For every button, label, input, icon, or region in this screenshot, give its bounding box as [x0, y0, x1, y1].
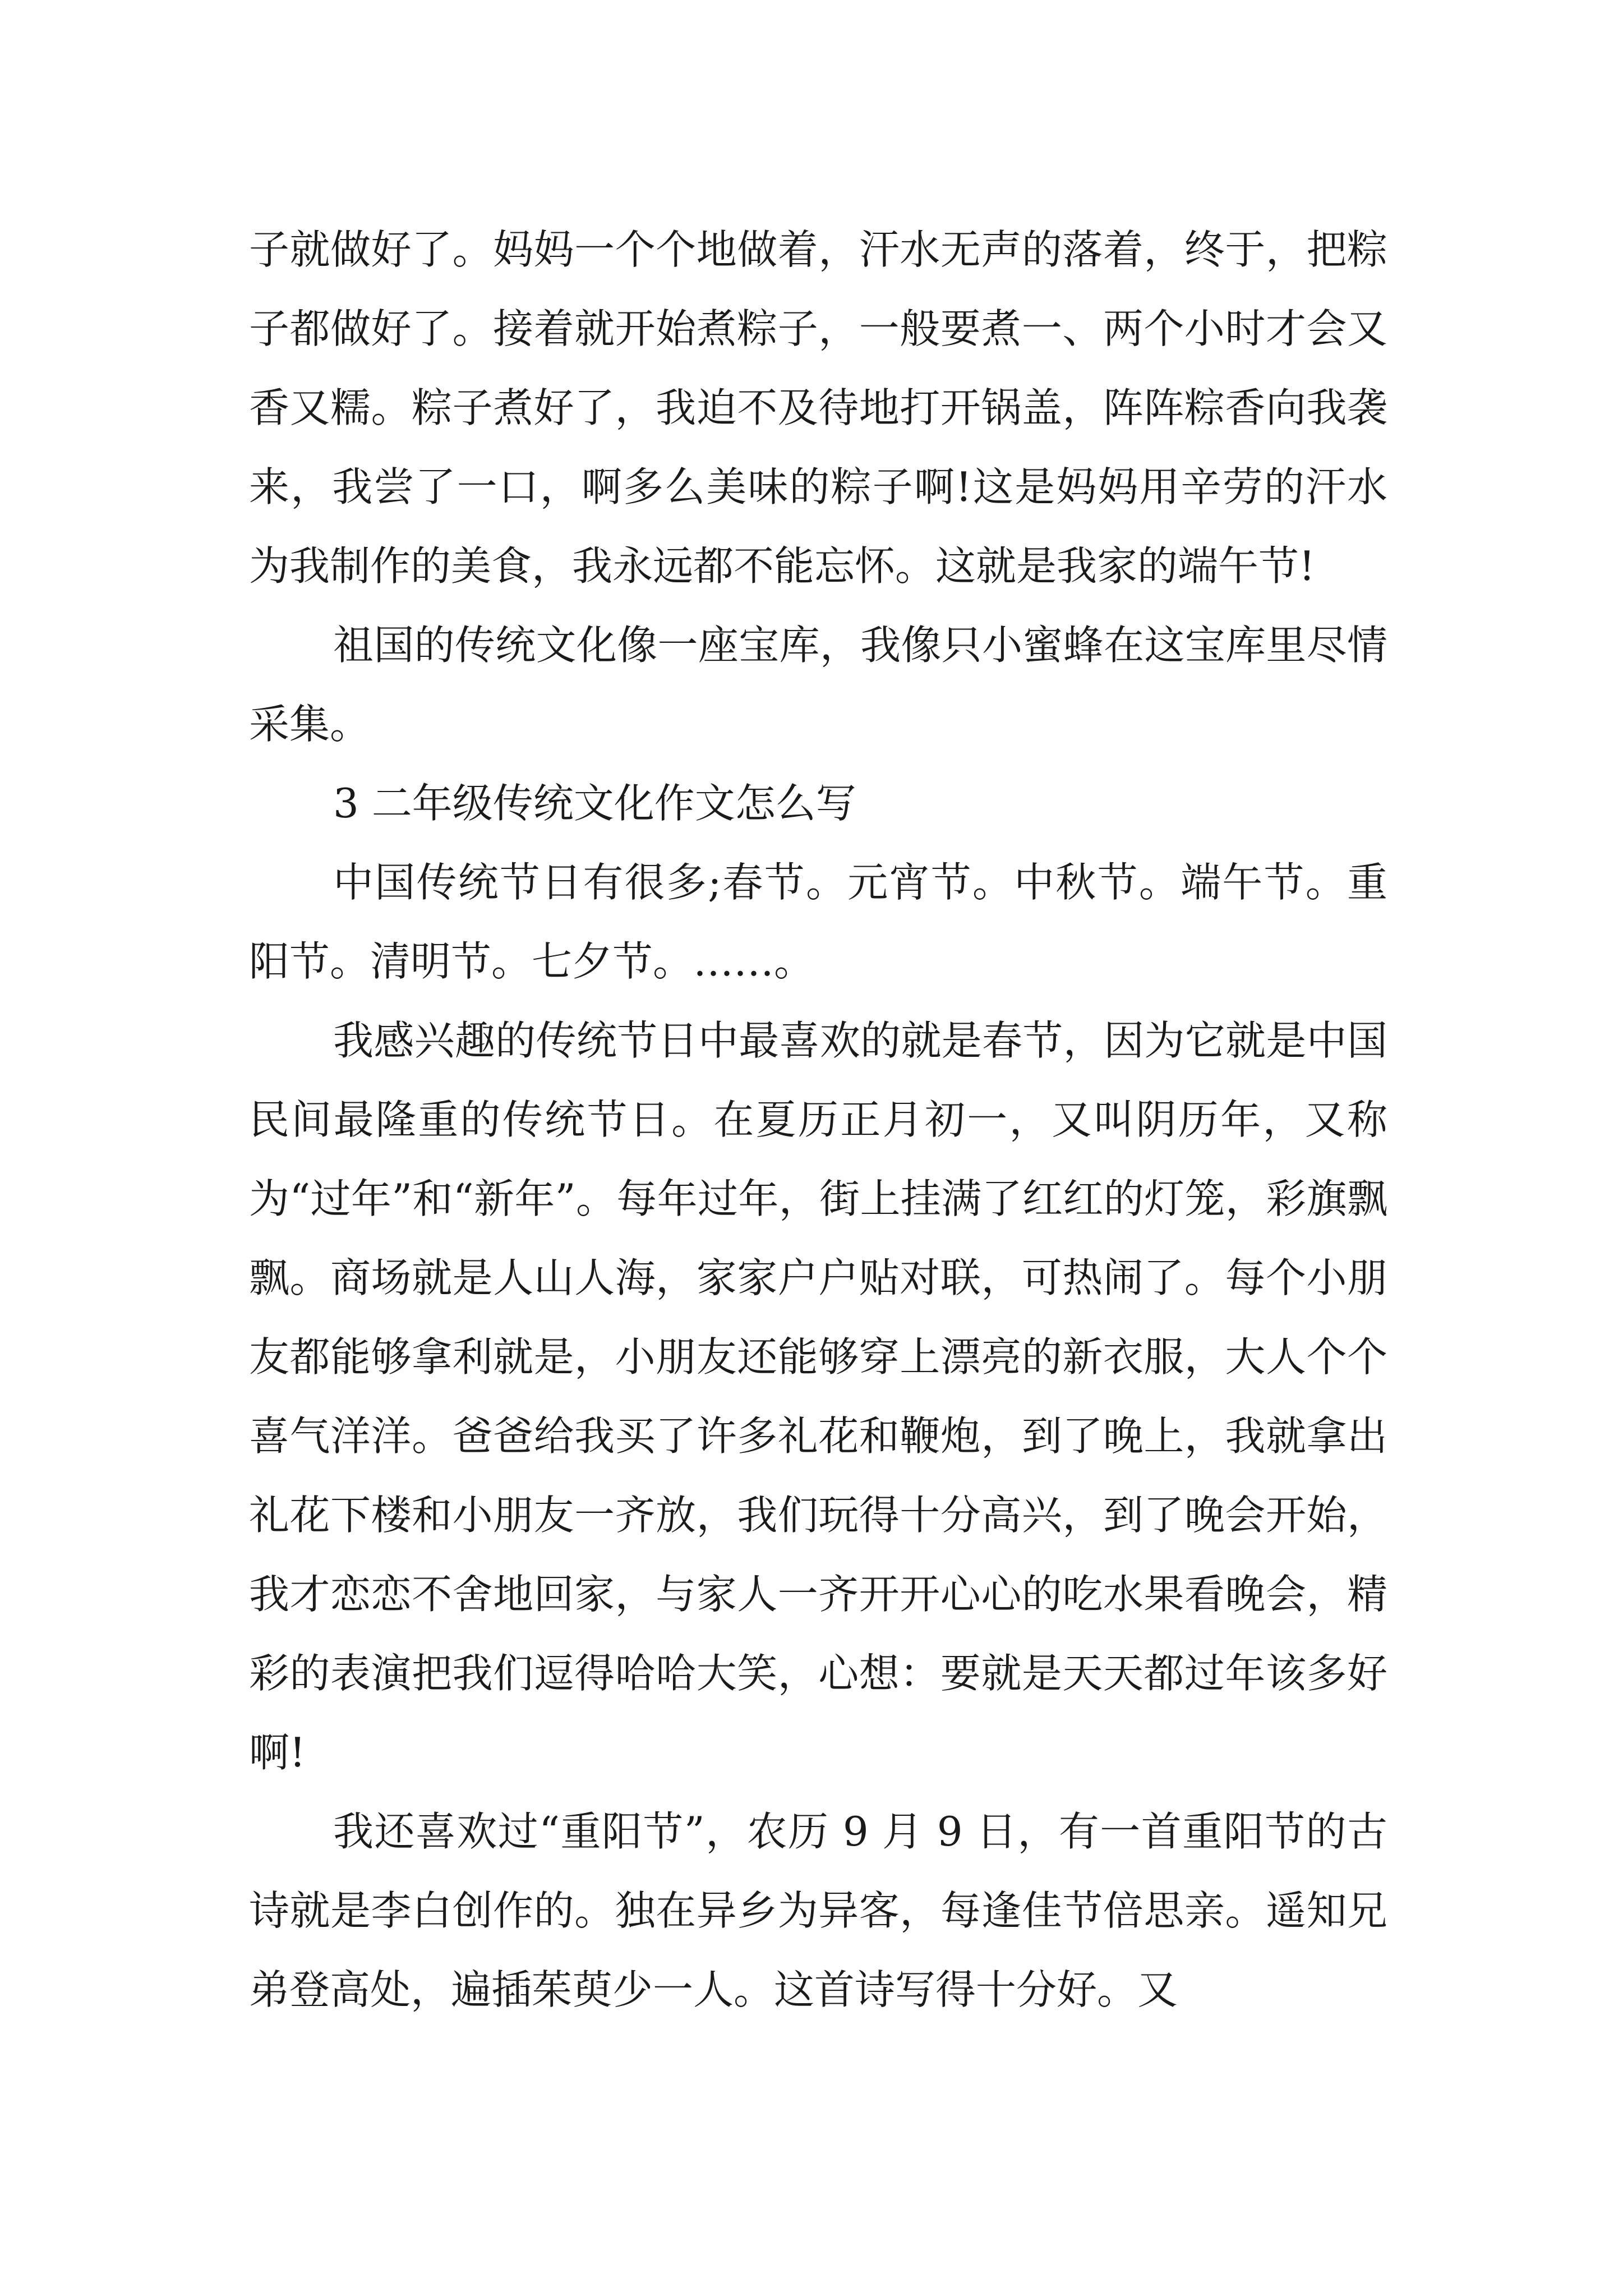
paragraph-festivals-list: 中国传统节日有很多;春节。元宵节。中秋节。端午节。重阳节。清明节。七夕节。……。: [249, 859, 1387, 985]
paragraph-chongyang: 我还喜欢过“重阳节”，农历 9 月 9 日，有一首重阳节的古诗就是李白创作的。独在异乡为异客，每逢佳节倍思亲。遥知兄弟登高处，遍插茱萸少一人。这首诗写得十分好。又: [249, 1808, 1387, 2013]
paragraph-continued: 子就做好了。妈妈一个个地做着，汗水无声的落着，终于，把粽子都做好了。接着就开始煮粽子，一般要煮一、两个小时才会又香又糯。粽子煮好了，我迫不及待地打开锅盖，阵阵粽香向我袭来，我尝了一口，啊多么美味的粽子啊!这是妈妈用辛劳的汗水为我制作的美食，我永远都不能忘怀。这就是我家的端午节!: [249, 226, 1387, 590]
document-body: [249, 210, 1387, 2030]
paragraph-treasure: 祖国的传统文化像一座宝库，我像只小蜜蜂在这宝库里尽情采集。: [249, 622, 1387, 748]
paragraph-spring-festival: 我感兴趣的传统节日中最喜欢的就是春节，因为它就是中国民间最隆重的传统节日。在夏历正月初一，又叫阴历年，又称为“过年”和“新年”。每年过年，街上挂满了红红的灯笼，彩旗飘飘。商场就是人山人海，家家户户贴对联，可热闹了。每个小朋友都能够拿利就是，小朋友还能够穿上漂亮的新衣服，大人个个喜气洋洋。爸爸给我买了许多礼花和鞭炮，到了晚上，我就拿出礼花下楼和小朋友一齐放，我们玩得十分高兴，到了晚会开始，我才恋恋不舍地回家，与家人一齐开开心心的吃水果看晚会，精彩的表演把我们逗得哈哈大笑，心想：要就是天天都过年该多好啊!: [249, 1017, 1387, 1776]
section-heading: 3 二年级传统文化作文怎么写: [333, 780, 856, 827]
